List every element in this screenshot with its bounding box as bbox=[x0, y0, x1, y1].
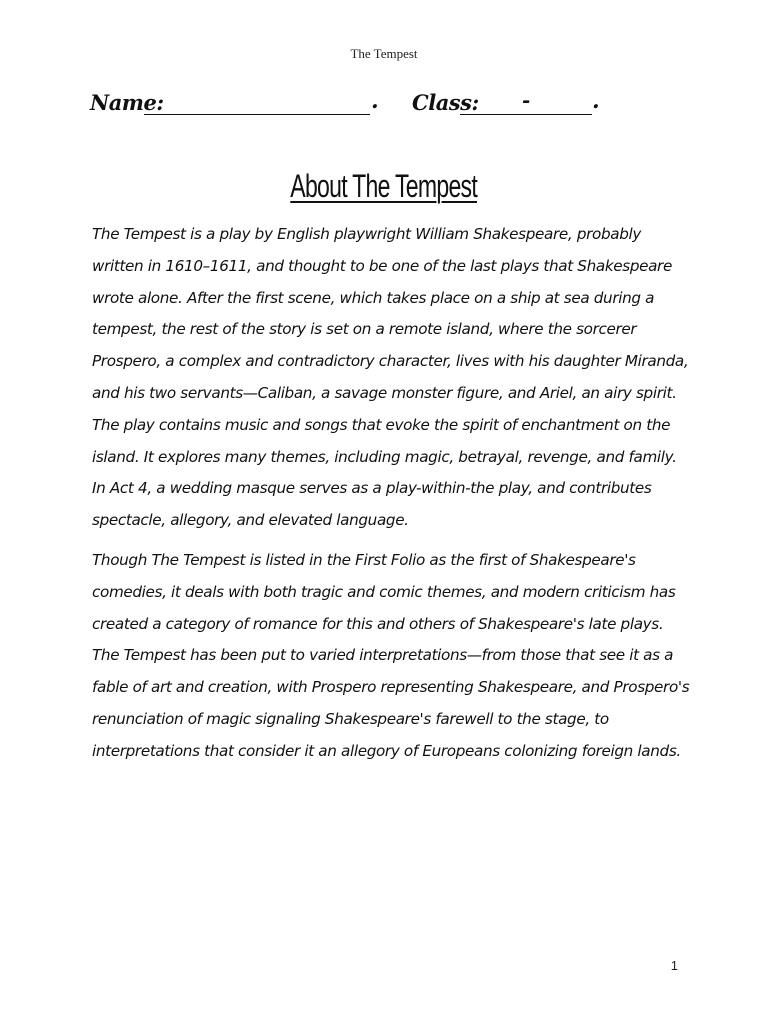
class-blank-line bbox=[460, 114, 592, 115]
document-title-wrap bbox=[0, 168, 768, 205]
paragraph-2-lead-2: The Tempest bbox=[92, 646, 186, 665]
name-class-row bbox=[90, 88, 690, 122]
name-blank-line bbox=[144, 114, 370, 115]
paragraph-1-text: is a play by English playwright William Shakespeare, probably written in 1610–1611, and thought to be one of the last plays that Shakespeare wrote alone. After the first scene, which takes place on a ship at sea during a tempest, the rest of the story is set on a remote island, where the sorcerer Prospero, a complex and contradictory character, lives with his daughter Miranda, and his two servants—Caliban, a savage monster figure, and Ariel, an airy spirit. The play contains music and songs that evoke the spirit of enchantment on the island. It explores many themes, including magic, betrayal, revenge, and family. In Act 4, a wedding masque serves as a play-within-the play, and contributes spectacle, allegory, and elevated language. bbox=[92, 225, 689, 530]
name-label: Name: bbox=[90, 90, 164, 115]
document-header-title: The Tempest bbox=[350, 46, 418, 61]
class-dash: - bbox=[522, 88, 530, 112]
paragraph-2-pre: Though bbox=[92, 551, 152, 569]
name-end-dot: . bbox=[371, 88, 379, 114]
paragraph-1 bbox=[92, 219, 690, 537]
paragraph-2 bbox=[92, 545, 690, 768]
class-end-dot: . bbox=[592, 88, 600, 114]
paragraph-1-lead: The Tempest bbox=[92, 225, 186, 243]
paragraph-2-text: is listed in the First Folio as the first of Shakespeare's comedies, it deals with both tragic and comic themes, and modern criticism has created a category of romance for this and others of Shakespeare's late plays. bbox=[92, 551, 676, 633]
paragraph-2-lead: The Tempest bbox=[151, 551, 246, 569]
paragraph-2-text-2: has been put to varied interpretations—from those that see it as a fable of art and creation, with Prospero representing Shakespeare, and Prospero's renunciation of magic signaling Shakespeare's farewell to the stage, to interpretations that consider it an allegory of Europeans colonizing foreign lands. bbox=[92, 646, 690, 760]
class-label: Class: bbox=[412, 90, 479, 115]
document-title: About The Tempest bbox=[290, 168, 478, 204]
page-number: 1 bbox=[670, 958, 678, 973]
